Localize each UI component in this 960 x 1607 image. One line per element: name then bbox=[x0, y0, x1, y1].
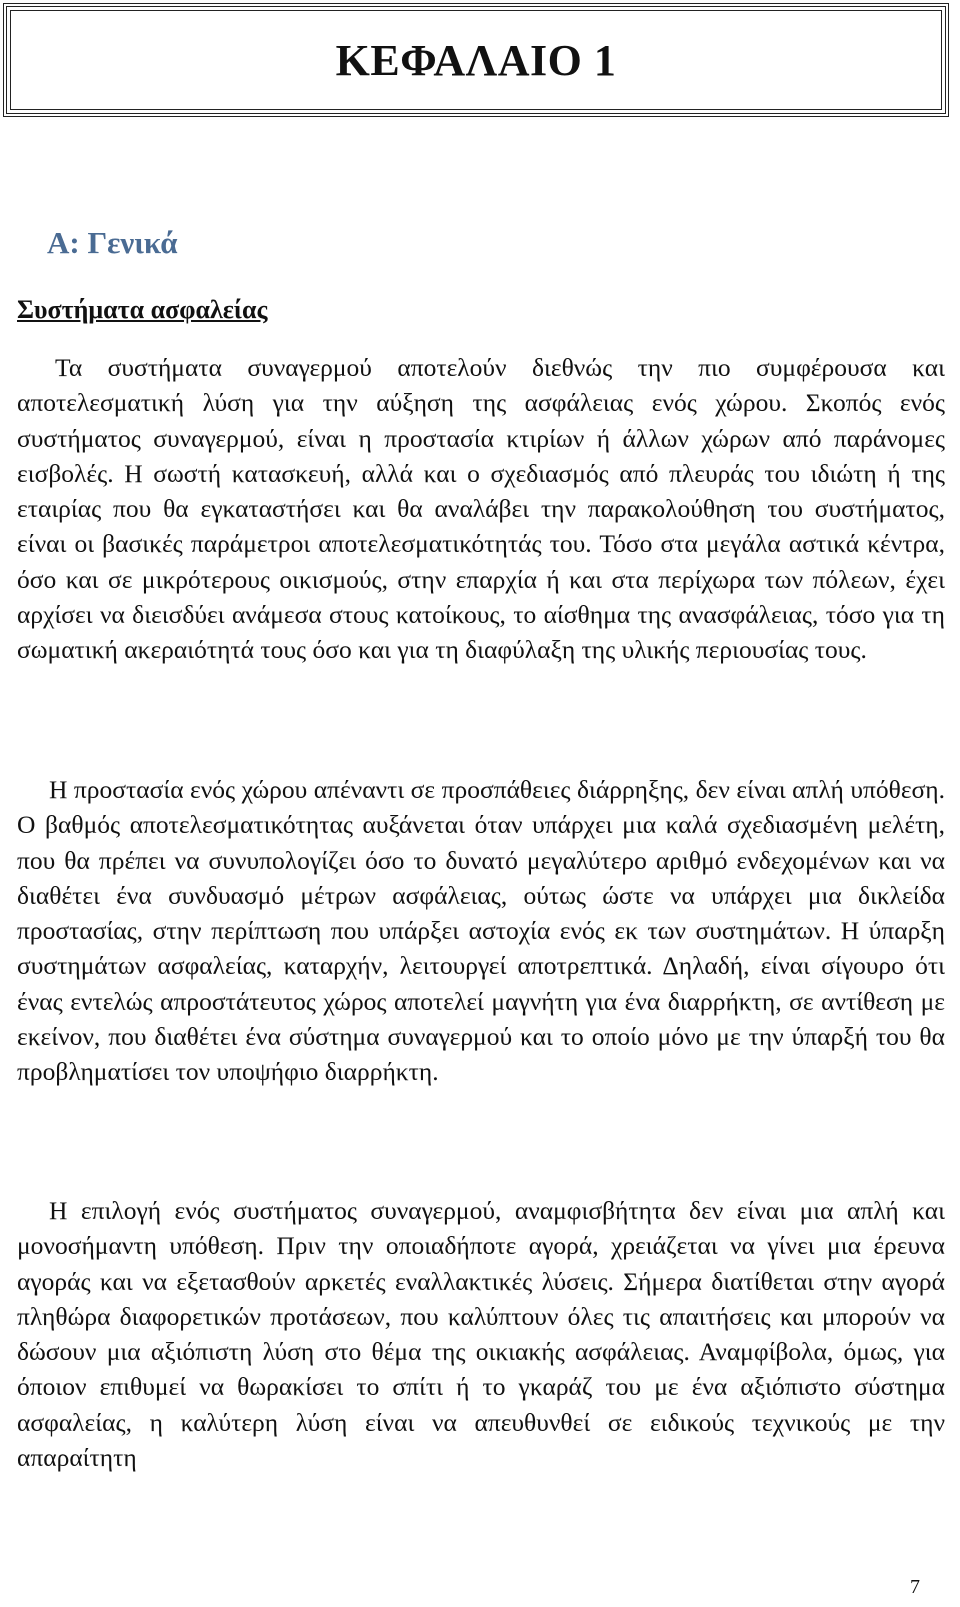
body-paragraph: Τα συστήματα συναγερμού αποτελούν διεθνώς την πιο συμφέρουσα και αποτελεσματική λύση για την αύξηση της ασφάλειας ενός χώρου. Σκοπός ενός συστήματος συναγερμού, είναι η προστασία κτιρίων ή άλλων χώρων από παράνομες εισβολές. Η σωστή κατασκευή, αλλά και ο σχεδιασμός από πλευράς του ιδιώτη ή της εταιρίας που θα εγκαταστήσει και θα αναλάβει την παρακολούθηση του συστήματος, είναι οι βασικές παράμετροι αποτελεσματικότητάς του. Τόσο στα μεγάλα αστικά κέντρα, όσο και σε μικρότερους οικισμούς, στην επαρχία ή και στα περίχωρα των πόλεων, έχει αρχίσει να διεισδύει ανάμεσα στους κατοίκους, το αίσθημα της ανασφάλειας, τόσο για τη σωματική ακεραιότητά τους όσο και για τη διαφύλαξη της υλικής περιουσίας τους. bbox=[17, 353, 945, 665]
chapter-title-box bbox=[3, 3, 949, 117]
body-paragraph: Η επιλογή ενός συστήματος συναγερμού, αναμφισβήτητα δεν είναι μια απλή και μονοσήμαντη υπόθεση. Πριν την οποιαδήποτε αγορά, χρειάζεται να γίνει μια έρευνα αγοράς και να εξετασθούν αρκετές εναλλακτικές λύσεις. Σήμερα διατίθεται στην αγορά πληθώρα διαφορετικών προτάσεων, που καλύπτουν όλες τις απαιτήσεις και μπορούν να δώσουν μια αξιόπιστη λύση στο θέμα της οικιακής ασφάλειας. Αναμφίβολα, όμως, για όποιον επιθυμεί να θωρακίσει το σπίτι ή το γκαράζ του με ένα αξιόπιστο σύστημα ασφαλείας, η καλύτερη λύση είναι να απευθυνθεί σε ειδικούς τεχνικούς με την απαραίτητη bbox=[17, 1196, 945, 1473]
sub-heading: Συστήματα ασφαλείας bbox=[17, 295, 268, 324]
section-heading: Α: Γενικά bbox=[47, 225, 178, 260]
chapter-title: ΚΕΦΑΛΑΙΟ 1 bbox=[335, 35, 617, 85]
body-paragraph: Η προστασία ενός χώρου απέναντι σε προσπάθειες διάρρηξης, δεν είναι απλή υπόθεση. Ο βαθμός αποτελεσματικότητας αυξάνεται όταν υπάρχει μια καλά σχεδιασμένη μελέτη, που θα πρέπει να συνυπολογίζει όσο το δυνατό μεγαλύτερο αριθμό ενδεχομένων και να διαθέτει ένα συνδυασμό μέτρων ασφάλειας, ούτως ώστε να υπάρχει μια δικλείδα προστασίας, στην περίπτωση που υπάρξει αστοχία ενός εκ των συστημάτων. Η ύπαρξη συστημάτων ασφαλείας, καταρχήν, λειτουργεί αποτρεπτικά. Δηλαδή, είναι σίγουρο ότι ένας εντελώς απροστάτευτος χώρος αποτελεί μαγνήτη για ένα διαρρήκτη, σε αντίθεση με εκείνον, που διαθέτει ένα σύστημα συναγερμού και το οποίο μόνο με την ύπαρξή του θα προβληματίσει τον υποψήφιο διαρρήκτη. bbox=[17, 775, 945, 1087]
page-number: 7 bbox=[910, 1576, 920, 1598]
